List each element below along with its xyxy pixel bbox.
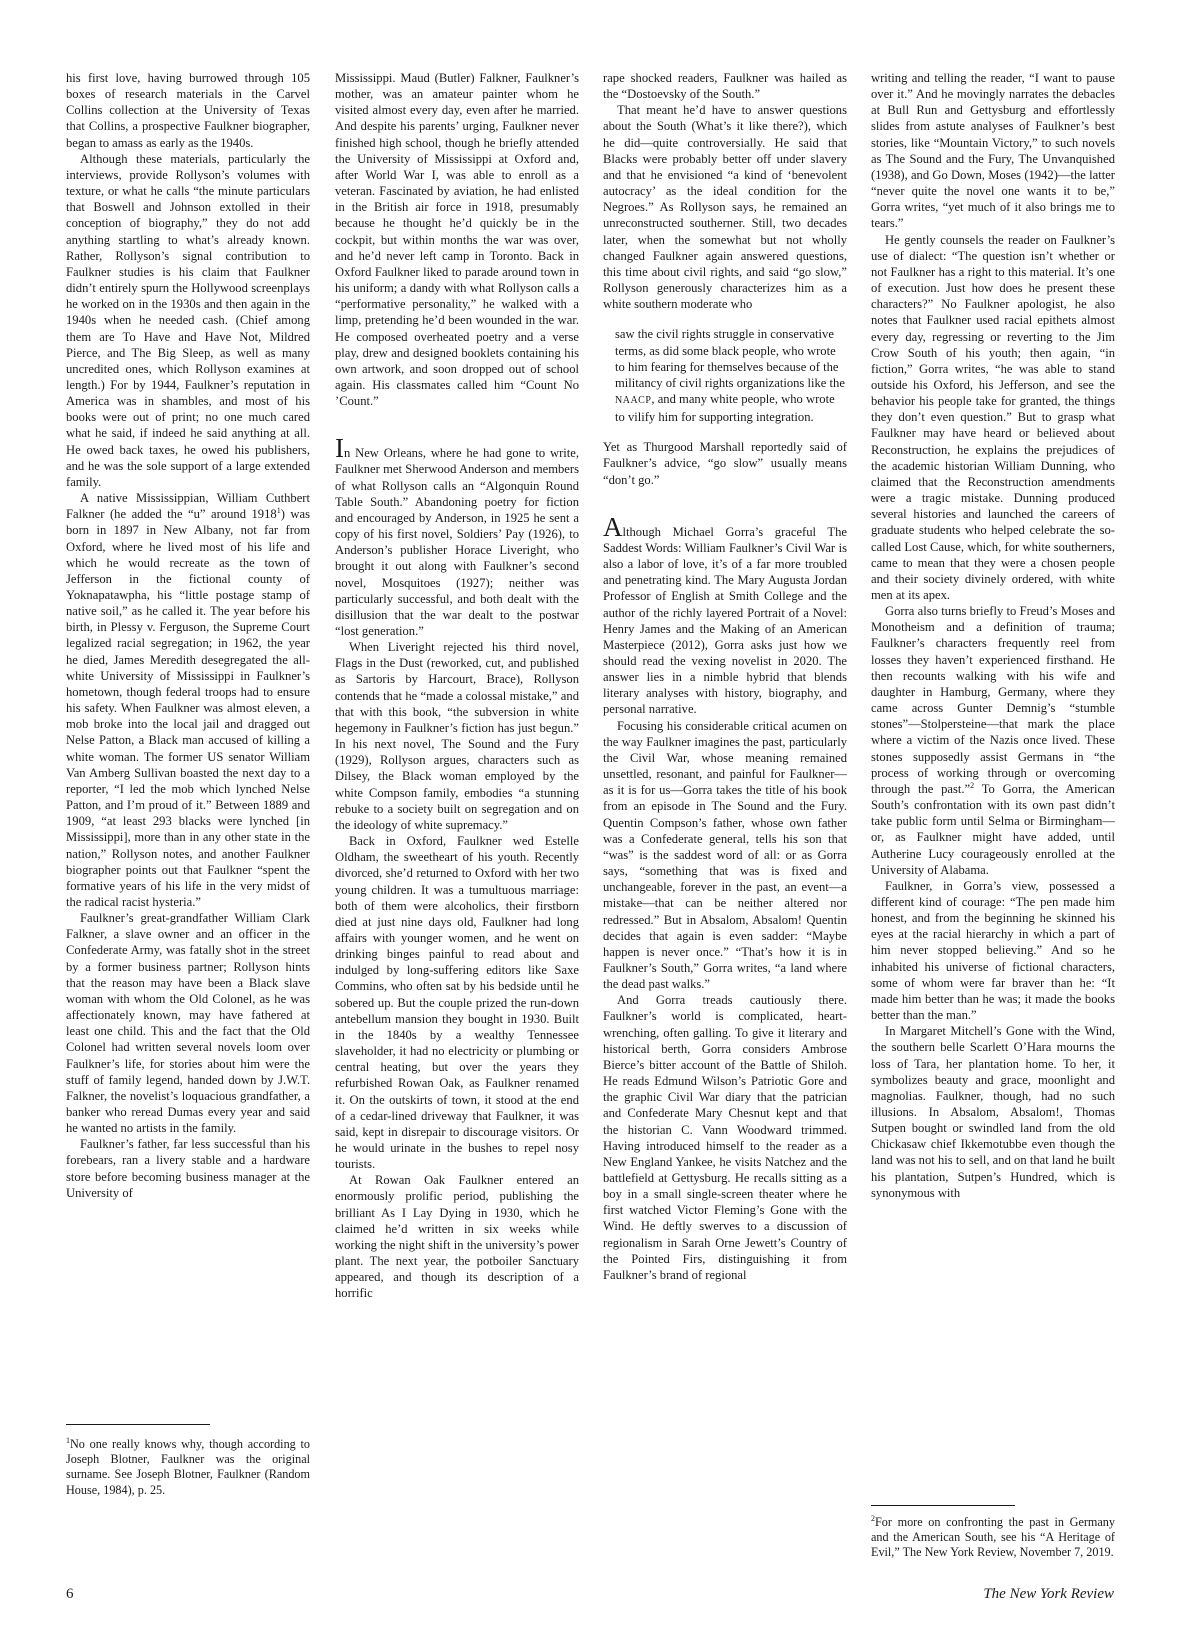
- paragraph-text: lthough Michael Gorra’s graceful The Saddest Words: William Faulkner’s Civil War is also a labor of love, it’s of a far more troubled and penetrating kind. The Mary Augusta Jordan Professor of English at Smith College and the author of the richly layered Portrait of a Novel: Henry James and the Making of an American Masterpiece (2012), Gorra asks just how we should read the vexing novelist in 2020. The answer lies in a nimble hybrid that blends literary analyses with history, biography, and personal narrative.: [603, 524, 847, 717]
- footnote-rule: [871, 1505, 1015, 1506]
- quote-text: saw the civil rights struggle in conservative terms, as did some black people, who wrote to him fearing for themselves because of the militancy of civil rights organizations like the: [615, 327, 845, 390]
- quote-text: , and many white people, who wrote to vilify him for supporting integration.: [615, 391, 835, 425]
- paragraph: That meant he’d have to answer questions about the South (What’s it like there?), which he did—quite controversially. He said that Blacks were probably better off under slavery and that he envisioned “a kind of ‘benevolent autocracy’ as the ideal condition for the Negroes.” As Rollyson says, he remained an unreconstructed southerner. Still, two decades later, when the somewhat but not wholly changed Faulkner again answered questions, this time about civil rights, and said “go slow,” Rollyson generously characterizes him as a white southern moderate who: [603, 103, 847, 312]
- paragraph: Yet as Thurgood Marshall reportedly said of Faulkner’s advice, “go slow” usually means “don’t go.”: [603, 440, 847, 487]
- section-opening-paragraph: [335, 433, 579, 639]
- section-opening-paragraph: [603, 511, 847, 718]
- paragraph: rape shocked readers, Faulkner was hailed as the “Dostoevsky of the South.”: [603, 71, 847, 102]
- footnote-marker: 2: [970, 780, 975, 790]
- paragraph-text: To Gorra, the American South’s confrontation with its own past didn’t take public form until Selma or Birmingham—or, as Faulkner might have added, until Autherine Lucy courageously enrolled at the University of Alabama.: [871, 781, 1115, 877]
- paragraph: Although these materials, particularly the interviews, provide Rollyson’s volumes with texture, or what he calls “the minute particulars that Boswell and Johnson extolled in their conception of biography,” they do not add anything startling to what’s already known. Rather, Rollyson’s signal contribution to Faulkner studies is his claim that Faulkner didn’t entirely spurn the Hollywood screenplays he worked on in the 1930s and then again in the 1940s when he needed cash. (Chief among them are To Have and Have Not, Mildred Pierce, and The Big Sleep, as well as many uncredited ones, which Rollyson examines at length.) For by 1944, Faulkner’s reputation in America was in shambles, and most of his books were out of print; no one much cared what he said, if indeed he said anything at all. He owed back taxes, he owed his publishers, and he was the sole support of a large extended family.: [66, 151, 310, 489]
- paragraph: In Margaret Mitchell’s Gone with the Wind, the southern belle Scarlett O’Hara mourns the loss of Tara, her plantation home. To her, it symbolizes beauty and grace, moonlight and magnolias. Faulkner, though, had no such illusions. In Absalom, Absalom!, Thomas Sutpen bought or swindled land from the old Chickasaw chief Ikkemotubbe even though the land was not his to sell, and on that land he built his plantation, Sutpen’s Hundred, which is synonymous with: [871, 1024, 1115, 1200]
- paragraph: Focusing his considerable critical acumen on the way Faulkner imagines the past, particularly the Civil War, whose meaning remained unsettled, resonant, and painful for Faulkner—as it is for us—Gorra takes the title of his book from an episode in The Sound and the Fury. Quentin Compson’s father, whose own father was a Confederate general, tells his son that “was” is the saddest word of all: or as Gorra says, “something that was is fixed and unchangeable, forever in the past, an event—a mistake—that can be neither altered nor redressed.” But in Absalom, Absalom! Quentin decides that again is even sadder: “Maybe happen is never once.” “That’s how it is in Faulkner’s South,” Gorra writes, “a land where the dead past walks.”: [603, 718, 847, 992]
- paragraph-text: A native Mississippian, William Cuthbert Falkner (he added the “u” around 1918: [66, 491, 310, 522]
- paragraph-text: ) was born in 1897 in New Albany, not far from Oxford, where he lived most of his life and which he would recreate as the town of Jefferson in the fictional county of Yoknapatawpha, his “little postage stamp of native soil,” as he called it. The year before his birth, in Plessy v. Ferguson, the Supreme Court legalized racial segregation; in 1962, the year he died, James Meredith desegregated the all-white University of Mississippi in Faulkner’s hometown, though federal troops had to ensure his safety. When Faulkner was almost eleven, a mob broke into the local jail and dragged out Nelse Patton, a Black man accused of killing a white woman. The former US senator William Van Amberg Sullivan boasted the next day to a reporter, “I led the mob which lynched Nelse Patton, and I’m proud of it.” Between 1889 and 1909, “at least 293 blacks were lynched [in Mississippi], more than in any other state in the nation,” Rollyson notes, and another Faulkner biographer points out that Faulkner “spent the formative years of his life in the very midst of the radical racist hysteria.”: [66, 507, 310, 909]
- column-3: [603, 70, 847, 1283]
- paragraph: Faulkner’s great-grandfather William Clark Falkner, a slave owner and an officer in the Confederate Army, was fatally shot in the street by a former business partner; Rollyson hints that the reason may have been a Black slave woman with whom the Old Colonel, as he was affectionately known, may have fathered at least one child. This and the fact that the Old Colonel had written several novels loom over Faulkner’s life, for stories about him were the stuff of family legend, handed down by J.W.T. Falkner, the novelist’s loquacious grandfather, a banker who reread Dumas every year and said he wanted no artists in the family.: [66, 911, 310, 1136]
- paragraph: [871, 603, 1115, 878]
- paragraph: He gently counsels the reader on Faulkner’s use of dialect: “The question isn’t whether or not Faulkner has a right to this material. It’s one of execution. Just how does he present these characters?” No Faulkner apologist, he also notes that Faulkner used racial epithets almost every day, regressing or reverting to the Jim Crow South of his youth; then again, “in fiction,” Gorra writes, “he was able to stand outside his Oxford, his Jefferson, and see the behavior his people take for granted, the things they don’t even question.” But to grasp what Faulkner may have heard or believed about Reconstruction, he explains the prejudices of the academic historian William Dunning, who claimed that the Reconstruction amendments were a tragic mistake. Dunning produced several histories and launched the careers of graduate students who helped celebrate the so-called Lost Cause, which, for white southerners, came to mean that they were a chosen people and their society divinely ordered, with white men at its apex.: [871, 232, 1115, 602]
- footnote-2: [871, 1515, 1115, 1561]
- footnote-text: No one really knows why, though according to Joseph Blotner, Faulkner was the original surname. See Joseph Blotner, Faulkner (Random House, 1984), p. 25.: [66, 1437, 310, 1497]
- paragraph: [66, 490, 310, 910]
- column-2: [335, 70, 579, 1302]
- paragraph-text: n New Orleans, where he had gone to write, Faulkner met Sherwood Anderson and members of what Rollyson calls an “Algonquin Round Table South.” Abandoning poetry for fiction and encouraged by Anderson, in 1925 he sent a copy of his first novel, Soldiers’ Pay (1926), to Anderson’s publisher Horace Liveright, who brought it out along with Faulkner’s second novel, Mosquitoes (1927); neither was particularly successful, and both dealt with the disillusion that the war dealt to the postwar “lost generation.”: [335, 446, 579, 638]
- paragraph: At Rowan Oak Faulkner entered an enormously prolific period, publishing the brilliant As I Lay Dying in 1930, which he claimed he’d written in six weeks while working the night shift in the university’s power plant. The next year, the potboiler Sanctuary appeared, and though its description of a horrific: [335, 1173, 579, 1301]
- paragraph: Faulkner, in Gorra’s view, possessed a different kind of courage: “The pen made him honest, and from the beginning he skinned his eyes at the racial hierarchy in which a part of him never stopped believing.” And so he inhabited his universe of fictional characters, some of whom were far braver than he: “It made him better than he was; it made the books better than the man.”: [871, 878, 1115, 1023]
- paragraph: writing and telling the reader, “I want to pause over it.” And he movingly narrates the debacles at Bull Run and Gettysburg and effortlessly slides from astute analyses of Faulkner’s best stories, like “Mountain Victory,” to such novels as The Sound and the Fury, The Unvanquished (1938), and Go Down, Moses (1942)—the latter “never quite the novel one wants it to be,” Gorra writes, “yet much of it also brings me to tears.”: [871, 71, 1115, 231]
- footnote-text: For more on confronting the past in Germany and the American South, see his “A Heritage of Evil,” The New York Review, November 7, 2019.: [871, 1515, 1115, 1560]
- paragraph: his first love, having burrowed through 105 boxes of research materials in the Carvel Collins collection at the University of Texas that Collins, a prospective Faulkner biographer, began to amass as early as the 1940s.: [66, 71, 310, 150]
- paragraph: Back in Oxford, Faulkner wed Estelle Oldham, the sweetheart of his youth. Recently divorced, she’d returned to Oxford with her two young children. It was a tumultuous marriage: both of them were alcoholics, their firstborn died at just nine days old, Faulkner had long affairs with younger women, and he went on drinking binges painful to read about and indulged by long-suffering editors like Saxe Commins, who often sat by his bedside until he sobered up. But the couple prized the run-down antebellum mansion they bought in 1930. Built in the 1840s by a wealthy Tennessee slaveholder, it had no electricity or plumbing or central heating, but over the years they refurbished Rowan Oak, as Faulkner renamed it. On the outskirts of town, it stood at the end of a cedar-lined driveway that Faulkner, it was said, kept in disrepair to discourage visitors. Or he would urinate in the bushes to repel nosy tourists.: [335, 834, 579, 1172]
- initial-letter: I: [335, 433, 344, 464]
- initial-letter: A: [603, 511, 623, 542]
- column-4: [871, 70, 1115, 1201]
- block-quote: [615, 326, 847, 425]
- quote-acronym: NAACP: [615, 394, 652, 406]
- footnote-rule: [66, 1424, 210, 1425]
- paragraph: Faulkner’s father, far less successful than his forebears, ran a livery stable and a hardware store before becoming business manager at the University of: [66, 1137, 310, 1200]
- column-1: [66, 70, 310, 1201]
- footnote-marker: 1: [276, 506, 281, 516]
- footnote-number: 2: [871, 1513, 875, 1523]
- paragraph: And Gorra treads cautiously there. Faulkner’s world is complicated, heart-wrenching, often galling. To give it literary and historical berth, Gorra considers Ambrose Bierce’s bitter account of the Battle of Shiloh. He reads Edmund Wilson’s Patriotic Gore and the graphic Civil War diary that the patrician and Confederate Mary Chesnut kept and that the historian C. Vann Woodward trimmed. Having introduced himself to the reader as a New England Yankee, he visits Natchez and the battlefield at Gettysburg. He recalls sitting as a boy in a small single-screen theater where he first watched Victor Fleming’s Gone with the Wind. He deftly swerves to a discussion of regionalism in Sarah Orne Jewett’s Country of the Pointed Firs, distinguishing it from Faulkner’s brand of regional: [603, 993, 847, 1282]
- paragraph: When Liveright rejected his third novel, Flags in the Dust (reworked, cut, and published as Sartoris by Harcourt, Brace), Rollyson contends that he “made a colossal mistake,” and that with this book, “the subversion in white hegemony in Faulkner’s fiction has just begun.” In his next novel, The Sound and the Fury (1929), Rollyson argues, characters such as Dilsey, the Black woman employed by the white Compson family, embodies “a stunning rebuke to a society built on segregation and on the ideology of white supremacy.”: [335, 640, 579, 832]
- publication-name: The New York Review: [983, 1586, 1114, 1602]
- paragraph-text: Gorra also turns briefly to Freud’s Moses and Monotheism and a definition of trauma; Faulkner’s characters frequently reel from losses they haven’t experienced firsthand. He then recounts walking with his wife and daughter in Hamburg, Germany, where they came across Gunter Demnig’s “stumble stones”—Stolpersteine—that mark the place where a victim of the Nazis once lived. These stones supposedly assist Germans in “the process of working through or overcoming through the past.”: [871, 604, 1115, 796]
- page-number: 6: [66, 1586, 74, 1602]
- footnote-number: 1: [66, 1435, 70, 1445]
- paragraph: Mississippi. Maud (Butler) Falkner, Faulkner’s mother, was an amateur painter whom he visited almost every day, even after he married. And despite his parents’ urging, Faulkner never finished high school, though he briefly attended the University of Mississippi at Oxford and, after World War I, was able to enroll as a veteran. Fascinated by aviation, he had enlisted in the British air force in 1918, presumably because he thought he’d quickly be in the cockpit, but within months the war was over, and he’d never left camp in Toronto. Back in Oxford Faulkner liked to parade around town in his uniform; a dandy with what Rollyson calls a “performative personality,” he walked with a limp, pretending he’d been wounded in the war. He composed overheated poetry and a verse play, drew and designed booklets containing his own artwork, and soon dropped out of school again. His classmates called him “Count No ’Count.”: [335, 71, 579, 409]
- footnote-1: [66, 1437, 310, 1498]
